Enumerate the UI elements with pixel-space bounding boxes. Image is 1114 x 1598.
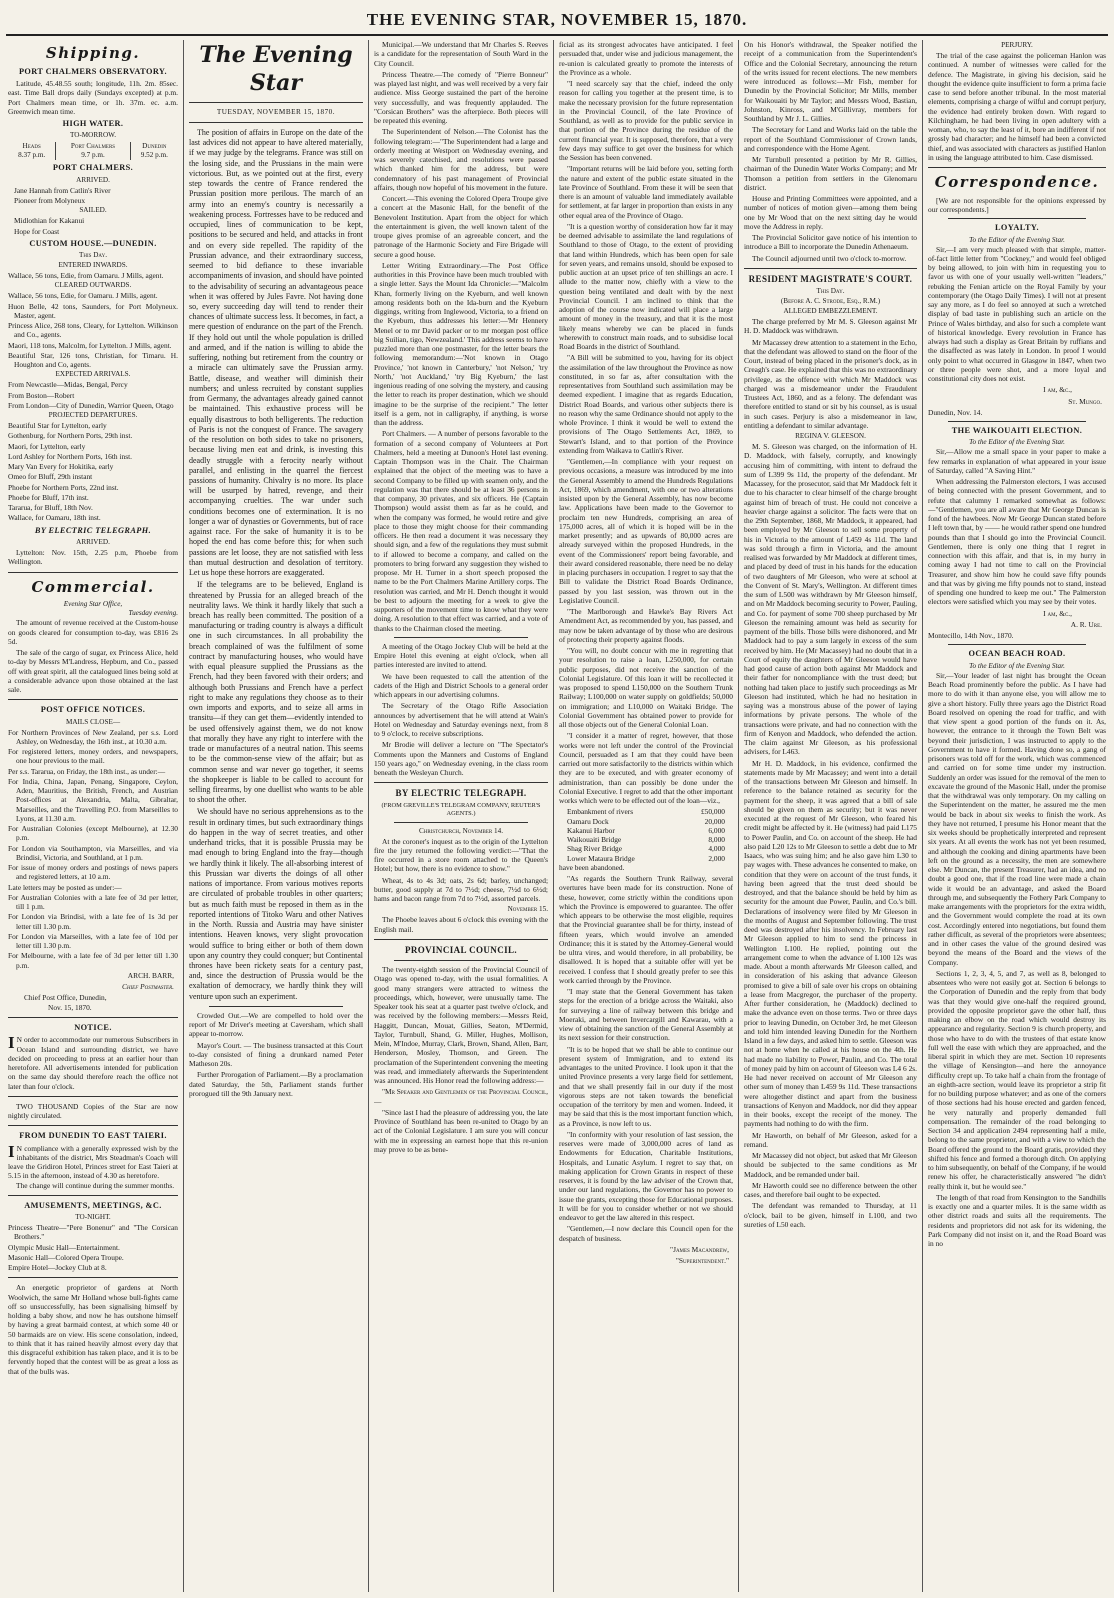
letter-addressee: To the Editor of the Evening Star. bbox=[969, 235, 1065, 244]
list-item: Omeo for Bluff, 29th instant bbox=[8, 472, 93, 482]
column-2 bbox=[189, 40, 363, 1592]
mail-item: For India, China, Japan, Penang, Singapore, Ceylon, Aden, Mauritius, the British, French, and Austrian Post-offices at Alexandria, Malta, Gibraltar, Marseilles, and the Travelling P.O. from Marseilles to Lyons, at 11.30 a.m. bbox=[8, 776, 178, 823]
article-paragraph: The trial of the case against the policeman Hanlon was continued. A number of witnesses were called for the defence. The Magistrate, in giving his decision, said he thought the evidence quite insufficient to form a prima facie case to send before another tribunal. In the most material elements, comprising a charge of wilful and corrupt perjury, the evidence had entirely broken down. With regard to Kilchingham, he had been living in open adultery with a woman, who, to say the least of it, bore an indifferent if not grossly bad character; and he himself had been a convicted thief, and was associated with characters as justified Hanlon in using the language attributed to him. Case dismissed. bbox=[928, 51, 1106, 162]
taieri-title: FROM DUNEDIN TO EAST TAIERI. bbox=[19, 1131, 167, 1141]
article-paragraph: Princess Theatre.—The comedy of "Pierre Bonneur" was played last night, and was well received by a very fair audience. Miss George sustained the part of the heroine very successfully, and was frequently applauded. The "Corsican Brothers" was the afterpiece. Both pieces will be repeated this evening. bbox=[374, 69, 548, 125]
article-paragraph: Mr Macassey did not object, but asked that Mr Gleeson should be subjected to the same conditions as Mr Maddock, and be remanded under bail. bbox=[744, 1151, 917, 1179]
article-paragraph: We have been requested to call the attention of the cadets of the High and District Schools to a general order which appears in our advertising columns. bbox=[374, 671, 548, 699]
article-paragraph: "It is to be hoped that we shall be able to continue our present system of Immigration, and to extend its advantages to the united Province. I look upon it that the united Province presents a very large field for settlement, and that we shall presently fail in our duty if the most vigorous steps are not taken towards the beneficial occupation of the territory by men and women. Indeed, it may be said that this is the most important function which, as a Province, is now left to us. bbox=[559, 1044, 733, 1128]
divider bbox=[8, 1017, 178, 1018]
commercial-paragraph: The sale of the cargo of sugar, ex Princess Alice, held to-day by Messrs M'Landress, Hepburn, and Co., passed off with great spirit, all the catalogued lines being sold at a considerable advance upon those obtained at the last sale. bbox=[8, 648, 178, 695]
article-paragraph: Mayor's Court. — The business transacted at this Court to-day consisted of fining a drunkard named Peter Matheson 20s. bbox=[189, 1040, 363, 1069]
article-paragraph: Mr H. D. Maddock, in his evidence, confirmed the statements made by Mr Macassey; and went into a detail of the transactions between Mr Gleeson and himself. In reference to the balance retained as security for the payment for the sheep, it was agreed that a bill of sale should be given on them as security; but it was never executed at the request of Mr Gleeson, who feared his credit might be affected by it. He (witness) had paid L175 to Power Paulin, and Co. on account of the sheep. He had also paid L20 12s to Mr Gleeson to settle a debt due to Mr Isaacs, who was suing him; and he also gave him L30 to pay wages with. These advances he consented to make, on condition that they were on account of the trust funds, it having been agreed that the trust deed should be destroyed, and that the balance should be held by him as security for the amount due Power, Paulin, and Co.'s bill. Declarations of insolvency were filed by Mr Gleeson in the months of August and September following. The trust deed was destroyed after his insolvency. In February last Mr Gleeson applied to him to send the princess in Wellington L100. He replied, pointing out the arrangement come to when the advance of L100 12s was made. About a month afterwards Mr Gleeson called, and in consideration of his asking that advance Gleeson promised to give a bill of sale over his crops on obtaining a lease from Macgregor, the purchaser of the property. After further consideration, he (Maddock) declined to make the advance even on those terms. Two or three days prior to leaving Dunedin, on October 3rd, he met Gleeson and told him intended leaving Dunedin for the Northern Island in a few days, and asked him to settle. Gleeson was not at home when he called at his house on the 4th. He had made no liability to Power, Paulin, and Co. The total of money paid by him on account of Gleeson was L4 6 2s. He had never received on account of Mr Gleeson any other sum of money than L459 9s 11d. These transactions were altogether distinct and apart from the business transactions of Kenyon and Maddock, nor did they appear in their books, except the receipt of the money. The payments had nothing to do with the firm. bbox=[744, 758, 917, 1129]
article-paragraph: "Gentlemen,—In compliance with your request on previous occasions, a measure was introduced by me into the General Assembly to amend the Hundreds Regulations Act, 1869, which amendment, with one or two alterations insisted upon by the General Assembly, has now become law. Applications have been made to the Governor to proclaim ten new Hundreds, comprising an area of 175,000 acres, all of which it is hoped will be in the market presently; and as upwards of 80,000 acres are already surveyed within the proposed Hundreds, in the event of the Commissioners' report being favorable, and their award considered reasonable, there need be no delay in placing purchasers in occupation. I regret to say that the Bill to validate the District Road Boards Ordinance, passed by you last session, was thrown out in the Legislative Council. bbox=[559, 457, 733, 605]
loan-item-amount: 4,000 bbox=[708, 844, 725, 854]
letter-signature: St. Mungo. bbox=[1068, 396, 1102, 406]
court-day: This Day. bbox=[816, 287, 845, 295]
article-paragraph: M. S. Gleeson was charged, on the information of H. D. Maddock, with falsely, corruptly, and knowingly accusing him of committing, with intent to defraud the sum of L399 9s 11d, the property of the defendant. Mr Macassey, for the prosecutor, said that Mr Maddock felt it due to his character to clear himself of the charge brought against him of breach of trust. He could not conceive a heavier charge against a solicitor. The facts were that on the 29th September, 1868, Mr Maddock, it appeared, had been employed by Mr Gleeson to sell some property of his in Victoria to the amount of L459 4s 11d. The land was sold through a firm in Victoria, and the amount realised was forwarded by Mr Maddock at different times, and placed by deed of trust in his hands for the education of two daughters of Mr Gleeson, who were at school at the Convent of St. Mary's, Wellington. At different times the sum of L500 was withdrawn by Mr Gleeson himself, and on Mr Maddock becoming security to Power, Pauling, and Co. for payment of some 700 sheep purchased by Mr Gleeson the remaining amount was held as security for payment of the bills. Those bills were dishonored, and Mr Maddock had to pay a sum largely in excess of the sum received by him. He (Mr Macassey) had no doubt that in a Court of equity the daughters of Mr Gleeson would have had good cause of action both against Mr Maddock and their father for noncompliance with the trust deed; but nothing had taken place to justify such proceedings as Mr Gleeson had instituted, which he had no hesitation in saying was a monstrous abuse of the power of laying informations by private persons. The whole of the transactions were private, and had no connection with the firm of Kenyon and Maddock, who defended the action. The claim against Mr Gleeson, as his professional advisers, for L463. bbox=[744, 442, 917, 757]
custom-title: CUSTOM HOUSE.—DUNEDIN. bbox=[29, 238, 157, 248]
sailed-label: SAILED. bbox=[79, 206, 107, 215]
mail-item: For Australian Colonies with a late fee of 3d per letter, till 1 p.m. bbox=[8, 892, 178, 912]
mail-item: For Northern Provinces of New Zealand, per s.s. Lord Ashley, on Wednesday, the 16th inst., at 10.30 a.m. bbox=[8, 727, 178, 746]
divider bbox=[189, 102, 363, 103]
article-paragraph: "I may state that the General Government has taken steps for the erection of a bridge across the Waitaki, also for surveying a line of railway between this bridge and Moeraki, and between Invercargill and Kawarau, with a view of obtaining the sanction of the General Assembly at its next session for their construction. bbox=[559, 987, 733, 1043]
loan-item-name: Oamaru Dock bbox=[567, 816, 609, 826]
newspaper-title: The Evening Star bbox=[199, 42, 353, 96]
divider bbox=[8, 1195, 178, 1196]
divider bbox=[928, 167, 1106, 168]
tide-pc-label: Port Chalmers bbox=[70, 142, 116, 151]
notice-text: N order to accommodate our numerous Subscribers in Ocean Island and surrounding district, we have decided on proceeding to press at an earlier hour than heretofore. All advertisements intended for publication on the same day should therefore reach the office not later than four o'clock. bbox=[8, 1035, 178, 1091]
mail-item: For Australian Colonies (except Melbourne), at 12.30 p.m. bbox=[8, 824, 178, 843]
commercial-office: Evening Star Office, bbox=[63, 600, 123, 609]
amusements-title: AMUSEMENTS, MEETINGS, &C. bbox=[24, 1200, 162, 1210]
telegram-paragraph: At the coroner's inquest as to the origin of the Lyttelton fire the jury returned the following verdict:—"That the fire occurred in a store room attached to the Queen's Hotel; but how, there is no evidence to show." bbox=[374, 836, 548, 874]
column-1 bbox=[8, 40, 178, 1592]
article-paragraph: Mr Brodie will deliver a lecture on "The Spectator's Comments upon the Manners and Customs of England 150 years ago," on Wednesday evening, in the class room beneath the Wesleyan Church. bbox=[374, 740, 548, 777]
list-item: Masonic Hall—Colored Opera Troupe. bbox=[8, 1252, 124, 1262]
column-divider bbox=[738, 40, 739, 1592]
observatory-title: PORT CHALMERS OBSERVATORY. bbox=[18, 66, 168, 76]
article-paragraph: The Secretary of the Otago Rifle Association announces by advertisement that he will attend at Wain's Hotel on Wednesday and Saturday evenings next, from 8 to 9 o'clock, to receive subscriptions. bbox=[374, 701, 548, 738]
column-6 bbox=[928, 40, 1106, 1592]
article-paragraph: The twenty-eighth session of the Provincial Council of Otago was opened to-day, with the usual formalities. A good many strangers were attracted to witness the proceedings, which, however, were unusually tame. The Speaker took his seat at a quarter past twelve o'clock, and was received by the following members:—Messrs Reid, Haggitt, Duncan, Mouat, Gillies, Seaton, M'Dermid, Taylor, Turnbull, Shand, G. Miller, Hughes, Mollison, Mein, M'Indoe, Murray, Clark, Brown, Shand, Allen, Barr, Henderson, Mosley, Thomson, and Green. The proclamation of the Superintendent convening the meeting was read, and immediately afterwards the Superintendent was announced. His Honor read the following address:— bbox=[374, 965, 548, 1085]
post-office-date: Nov. 15, 1870. bbox=[48, 1002, 92, 1012]
case-title: ALLEGED EMBEZZLEMENT. bbox=[783, 307, 878, 315]
address-salutation: "Mr Speaker and Gentlemen of the Provincial Council,— bbox=[374, 1087, 548, 1106]
dateline: November 15. bbox=[507, 905, 548, 914]
article-paragraph: "Important returns will be laid before you, setting forth the nature and extent of the public estate situated in the late Province of Southland. From these it will be seen that there is an amount of valuable land immediately available for settlement, at far larger in proportion than exists in any other equal area of the Province of Otago. bbox=[559, 164, 733, 220]
list-item: Phoebe for Bluff, 17th inst. bbox=[8, 492, 89, 502]
article-paragraph: "A Bill will be submitted to you, having for its object the assimilation of the law throughout the Province as now constituted, in so far as, after consultation with the representatives from Southland such assimilation may be deemed expedient. I imagine that as regards Education, District Road Boards, and various other subjects there is no reason why the same Ordinance should not apply to the whole Province. I think it would be well to extend the provisions of The Otago Settlements Act, 1869, to Stewart's Island, and to that portion of the Province extending from Waikava to Catlin's River. bbox=[559, 353, 733, 455]
list-item: Empire Hotel—Jockey Club at 8. bbox=[8, 1263, 107, 1273]
loan-row bbox=[559, 826, 733, 835]
this-day-label: This Day. bbox=[79, 251, 107, 260]
tide-heads-time: 8.37 p.m. bbox=[18, 151, 46, 160]
divider bbox=[189, 122, 363, 123]
loan-row bbox=[559, 844, 733, 853]
article-paragraph: The Secretary for Land and Works laid on the table the report of the Southland Commissioner of Crown lands, and correspondence with the Home Agent. bbox=[744, 125, 917, 153]
article-paragraph: Municipal.—We understand that Mr Charles S. Reeves is a candidate for the representation of South Ward in the City Council. bbox=[374, 40, 548, 68]
column-4 bbox=[559, 40, 733, 1592]
mail-item: For issue of money orders and postings of news papers and registered letters, at 10 a.m. bbox=[8, 863, 178, 882]
article-paragraph: "The Marlborough and Hawke's Bay Rivers Act Amendment Act, as recommended by you, has passed, and may now be taken advantage of by those who are desirous of protecting their property against floods. bbox=[559, 607, 733, 644]
article-paragraph: Concert.—This evening the Colored Opera Troupe give a concert at the Masonic Hall, for the benefit of the Benevolent Institution. Apart from the object for which the entertainment is given, the well known talent of the troupe gives promise of an agreeable concert, and the patronage of the Harmonic Society and Fire Brigade will secure a good house. bbox=[374, 194, 548, 259]
divider bbox=[948, 421, 1086, 422]
article-paragraph: "In conformity with your resolution of last session, the reserves were made of 3,000,000 acres of land as Endowments for Education, Charitable Institutions, Hospitals, and Lunatic Asylum. I regret to say that, on making application for Crown Grants in respect of these reserves, it is found by the law adviser of the Crown that, under our land regulations, the Governor has no power to issue the grants, excepting those for Educational purposes. It will be for you to consider whether or not we should endeavor to get the law altered in this respect. bbox=[559, 1129, 733, 1222]
editorial-paragraph: We should have no serious apprehensions as to the result in ordinary times, but such extraordinary things do happen in the way of secret treaties, and other underhand tricks, that it is possible Prussia may be mad enough to bring England into the fray—though we hardly think it likely. The all-absorbing interest of this Prussian war diverts the doings of all other nations of importance. From various motives reports are circulated of probable troubles in other quarters; but as much faith must be reposed in them as in the reported intentions of Titoko Waru and other Natives in the North. Russia and Austria may have sinister intentions. Heaven knows, very slight provocation would suffice to bring either or both of them down upon any country they could conquer; but Continental thrones have been rickety seats for a century past, and, since the destruction of Prussia would be the exaltation of democracy, we hardly think they will venture upon such an experiment. bbox=[189, 807, 363, 1001]
letter-paragraph: When addressing the Palmerston electors, I was accused of being connected with the present Government, and to refute that calumny I remarked somewhat as follows:—"Gentlemen, you are all aware that Mr George Duncan is fond of the hawbees. Now Mr George Duncan stated before I left town that, by —— he would rather spend one hundred pounds than that I should go into the Provincial Council. Gentlemen, there is only one thing that I regret in connection with this affair, and that is, in my hurry in coming away I had not time to call on the Provincial Treasurer, and show him how he could save fifty pounds and that was by giving me fifty pounds not to stand, instead of spending one hundred to keep me out." The Palmerston electors were satisfied which you may see by their votes. bbox=[928, 477, 1106, 607]
telegram-paragraph: The Phoebe leaves about 6 o'clock this evening with the English mail. bbox=[374, 915, 548, 934]
loan-row bbox=[559, 817, 733, 826]
dateline: Christchurch, November 14. bbox=[418, 826, 504, 835]
list-item: Olympic Music Hall—Entertainment. bbox=[8, 1242, 120, 1252]
letter-closing: I am, &c., bbox=[1043, 385, 1072, 395]
letter-title: THE WAIKOUAITI ELECTION. bbox=[951, 426, 1083, 436]
postmaster-title: Chief Postmaster. bbox=[121, 982, 174, 992]
list-item: Princess Alice, 268 tons, Cleary, for Lyttelton. Wilkinson and Co., agents. bbox=[8, 321, 178, 340]
taieri-body bbox=[8, 1141, 178, 1181]
tide-heads-label: Heads bbox=[22, 142, 41, 151]
tonight-label: TO-NIGHT. bbox=[75, 1213, 111, 1222]
list-item: Hope for Coast bbox=[14, 226, 60, 236]
article-paragraph: The Provincial Solicitor gave notice of his intention to introduce a Bill to incorporate the Dunedin Athenaeum. bbox=[744, 233, 917, 252]
list-item: Huon Belle, 42 tons, Saunders, for Port Molyneux. Master, agent. bbox=[8, 301, 178, 320]
mail-item: For London via Southampton, via Marseilles, and via Brindisi, Victoria, and Southland, at 1 p.m. bbox=[8, 843, 178, 862]
article-paragraph: Mr Haworth, on behalf of Mr Gleeson, asked for a remand. bbox=[744, 1130, 917, 1149]
divider bbox=[209, 1006, 343, 1007]
mail-item: For London via Brindisi, with a late fee of 1s 3d per letter till 1.30 p.m. bbox=[8, 912, 178, 931]
letter-title: LOYALTY. bbox=[994, 223, 1040, 233]
correspondence-title: Correspondence. bbox=[934, 173, 1100, 191]
loan-item-name: Embankment of rivers bbox=[567, 807, 634, 817]
loan-row bbox=[559, 835, 733, 844]
list-item: Maori, for Lyttelton, early bbox=[8, 441, 86, 451]
projected-departures-label: PROJECTED DEPARTURES. bbox=[48, 411, 138, 420]
drop-cap: I bbox=[8, 1033, 15, 1053]
column-5 bbox=[744, 40, 917, 1592]
list-item: Gothenburg, for Northern Ports, 29th inst. bbox=[8, 431, 133, 441]
mail-item: For London via Marseilles, with a late fee of 10d per letter till 1.30 p.m. bbox=[8, 931, 178, 951]
loan-item-amount: 6,000 bbox=[708, 825, 725, 835]
article-paragraph: The Council adjourned until two o'clock to-morrow. bbox=[752, 253, 907, 263]
expected-arrivals-label: EXPECTED ARRIVALS. bbox=[55, 370, 131, 379]
masthead: THE EVENING STAR, NOVEMBER 15, 1870. bbox=[366, 10, 748, 29]
circulation-notice: TWO THOUSAND Copies of the Star are now nightly circulated. bbox=[8, 1101, 178, 1121]
column-divider bbox=[553, 40, 554, 1592]
column-3 bbox=[374, 40, 548, 1592]
list-item: Maori, 118 tons, Malcolm, for Lyttelton. J Mills, agent. bbox=[8, 340, 172, 350]
loan-item-name: Shag River Bridge bbox=[567, 844, 623, 854]
list-item: Wallace, 56 tons, Edie, from Oamaru. J Mills, agent. bbox=[8, 271, 164, 281]
article-paragraph: ficial as its strongest advocates have anticipated. I feel persuaded that, under wise and judicious management, the re-union is calculated greatly to promote the interests of the Province as a whole. bbox=[559, 40, 733, 77]
case-title: PERJURY. bbox=[1001, 41, 1033, 49]
shipping-title: Shipping. bbox=[45, 44, 141, 62]
list-item: Phoebe for Northern Ports, 22nd inst. bbox=[8, 482, 119, 492]
letter-paragraph: Sir,—Your leader of last night has brought the Ocean Beach Road prominently before the public. As I have had more to do with it than anyone else, you will allow me to give a short history. Fully three years ago the District Road Board resolved on opening the road for traffic, and with that view spent a good portion of the funds on it. As, however, the entrance to it through the Town Belt was beyond their jurisdiction, I was instructed to apply to the Government to have it formed. Having done so, a gang of prisoners was told off for the work, which was commenced and carried on for some time under my instruction. Suddenly an order was issued for the removal of the men to excavate the ground of the Masonic Hall, under the promise that the withdrawal was only temporary. On my calling on the Superintendent on the matter, he assured me the men would be back in about six weeks to finish the work. As they have not returned, I presume his Honor meant that the six weeks should be prophetically interpreted and represent six years. At all events the work has not yet been resumed, and although the cooking and dining apartments have been left on the ground as a necessity, the men are somewhere else. Mr Duncan, the present Treasurer, had an idea, and no doubt a good one, that if the road line were made a chain wide it would be an advantage, and asked the Board through me, and subsequently the Fothery Park Company to make arrangements with the proprietors for the extra width, and the Government would complete the road at its own cost. Accordingly entered into negotiations, but found them rather difficult, as several of the proprietors were absentees; and in other cases the value of the ground desired was beyond the means of the Board and the views of the Company. bbox=[928, 670, 1106, 967]
article-paragraph: have been abandoned. bbox=[559, 862, 625, 872]
notice-body bbox=[8, 1035, 178, 1091]
list-item: From Newcastle—Midas, Bengal, Percy bbox=[8, 380, 128, 390]
post-office-title: POST OFFICE NOTICES. bbox=[40, 705, 146, 715]
letter-date: Montecillo, 14th Nov., 1870. bbox=[928, 631, 1014, 641]
issue-date: TUESDAY, NOVEMBER 15, 1870. bbox=[216, 108, 336, 116]
observatory-text: Latitude, 45.48.55 south; longitude, 11h. 2m. 85sec. east. Time Ball drops daily (Sundays excepted) at p.m. Port Chalmers mean time, or 1h. 37m. ec. a.m. Greenwich mean time. bbox=[8, 79, 178, 116]
provincial-council-title: PROVINCIAL COUNCIL. bbox=[404, 944, 518, 955]
list-item: Midlothian for Kakanui bbox=[14, 216, 85, 226]
list-item: Princess Theatre—"Pere Bonenur" and "The Corsican Brothers." bbox=[8, 1223, 178, 1242]
masthead-rule bbox=[6, 34, 1108, 36]
mail-item: Late letters may be posted as under:— bbox=[8, 882, 122, 892]
letter-date: Dunedin, Nov. 14. bbox=[928, 407, 983, 417]
editorial-paragraph: If the telegrams are to be believed, England is threatened by Prussia for an alleged breach of the neutrality laws. We think it hardly likely that such a breach has really been committed. The position of a manufacturing or trading country is always a difficult one in such circumstances. In all probability the breach complained of was the fulfilment of some contract by manufacturing houses, who would have with equal pleasure supplied the Prussians as the French, had they been favored with their orders; and although both Prussians and French have a perfect right to make any regulations they choose as to their own imports and exports, and to seize all arms in transitu—if they can get them—evidently intended to be used offensively against them, we do not know that morally they have any right to interfere with the trade or manufactures of a neutral nation. This seems to be the common-sense view of the affair; but as common sense and war never go together, it seems the shopkeeper is liable to be called to account for selling firearms, by one duellist who wants to be able to shoot the other. bbox=[189, 580, 363, 805]
list-item: Tararua, for Bluff, 18th Nov. bbox=[8, 503, 93, 513]
case-title: REGINA V. GLEESON. bbox=[795, 432, 866, 440]
article-paragraph: Mr Turnbull presented a petition by Mr R. Gillies, chairman of the Dunedin Water Works Company; and Mr Thomson a petition from settlers in the Glenomaru district. bbox=[744, 155, 917, 192]
telegraph-source: (FROM GREVILLE'S TELEGRAM COMPANY, REUTER'S AGENTS.) bbox=[381, 801, 541, 817]
letter-paragraph: Sir,—I am very much pleased with that simple, matter-of-fact little letter from "Cockney," and would feel obliged by being allowed, to join with him in requesting you to favor us with one of your usually well-written "leaders," rebuking the Fenian article on the Royal Family by your contemporary (the Otago Daily Times). I will not at present say any more, as I do feel so annoyed at such a wretched display of bad taste in publishing such an article on the Prince of Wales birthday, and also for such a complete want of historical knowledge. Every revolution in France has always had such a display as Great Britain by ruffians and the disaffected as was lately in London. In proof I would only point to what occurred in Glasgow in 1847, when two or three people were shot, and a more loyal and constitutional city does not exist. bbox=[928, 244, 1106, 384]
divider bbox=[8, 572, 178, 573]
letter-signature: A. R. Ure. bbox=[1070, 619, 1102, 629]
article-paragraph: "Gentlemen,—I now declare this Council open for the despatch of business. bbox=[559, 1224, 733, 1243]
post-office-place: Chief Post Office, Dunedin, bbox=[24, 993, 107, 1003]
list-item: From Boston—Robert bbox=[8, 390, 75, 400]
letter-closing: I am, &c., bbox=[1043, 608, 1072, 618]
high-water-title: HIGH WATER. bbox=[62, 119, 124, 129]
loan-item-amount: 8,000 bbox=[708, 835, 725, 844]
article-paragraph: "As regards the Southern Trunk Railway, several overtures have been made for its construction. None of these, however, come strictly within the conditions upon which the Province is empowered to guarantee. The offer which appears to be otherwise the most eligible, requires that the Provincial guarantee shall be for thirty, instead of fifteen years, which would involve an amended Ordinance; this it is stated by the Attorney-General would be ultra vires, and would therefore, in all probability, be disallowed. It is hoped that a suitable offer will yet be received. I confess that I should greatly prefer to see this work carried through by the Province. bbox=[559, 874, 733, 985]
list-item: Pioneer from Molyneux bbox=[14, 196, 86, 206]
commercial-date: Tuesday evening. bbox=[128, 609, 178, 618]
divider bbox=[948, 218, 1086, 219]
article-paragraph: A meeting of the Otago Jockey Club will be held at the Empire Hotel this evening at eight o'clock, when all parties interested are invited to attend. bbox=[374, 641, 548, 670]
list-item: Lord Ashley for Northern Ports, 16th inst. bbox=[8, 451, 132, 461]
court-title: RESIDENT MAGISTRATE'S COURT. bbox=[748, 273, 913, 284]
signature-title: "Superintendent." bbox=[675, 1256, 729, 1265]
tide-table bbox=[8, 142, 178, 160]
loan-row bbox=[559, 854, 733, 863]
notice-title: NOTICE. bbox=[74, 1022, 112, 1032]
commercial-paragraph: The amount of revenue received at the Custom-house on goods cleared for consumption to-day, was £816 2s 5d. bbox=[8, 618, 178, 646]
tide-dunedin-time: 9.52 p.m. bbox=[140, 151, 168, 160]
loan-item-name: Waikouaiti Bridge bbox=[567, 835, 622, 844]
letter-addressee: To the Editor of the Evening Star. bbox=[969, 661, 1065, 670]
divider bbox=[394, 637, 528, 638]
article-paragraph: "It is a question worthy of consideration how far it may be deemed advisable to assimilate the land regulations of Southland to those of Otago, to the extent of providing that land within Hundreds, which has been open for sale for seven years, and remains unsold, should be exposed to public auction at an upset price of ten shillings an acre. I allude to the matter now, chiefly with a view to the question being ventilated and dealt with by the next Provincial Council. I am inclined to think that the adoption of the course now indicated will place a large amount of money in the treasury, and that it is the most likely means whereby we can be placed in funds wherewith to construct main roads, and to subsidise local Road Boards in the district of Southland. bbox=[559, 221, 733, 351]
column-divider bbox=[368, 40, 369, 1592]
divider bbox=[744, 268, 917, 269]
article-paragraph: Mr Haworth could see no difference between the other cases, and therefore bail ought to be expected. bbox=[744, 1180, 917, 1199]
taieri-text-2: The change will continue during the summer months. bbox=[16, 1180, 175, 1190]
divider bbox=[948, 644, 1086, 645]
divider bbox=[8, 699, 178, 700]
article-paragraph: House and Printing Committees were appointed, and a number of notices of motion given—among them being one by Mr Wood that on the next sitting day he would move the Address in reply. bbox=[744, 194, 917, 231]
list-item: Mary Van Every for Hokitika, early bbox=[8, 462, 114, 472]
loan-item-amount: 2,000 bbox=[708, 853, 725, 863]
article-paragraph: The charge preferred by Mr M. S. Gleeson against Mr H. D. Maddock was withdrawn. bbox=[744, 317, 917, 336]
column-divider bbox=[922, 40, 923, 1592]
article-paragraph: Letter Writing Extraordinary.—The Post Office authorities in this Province have been much troubled with a single letter. Says the Mount Ida Chronicle:—"Malcolm Khan, formerly living on the Kyeburn, and well known among residents both on the Ida-burn and the Kyeburn diggings, writing from Inglewood, Victoria, to a friend on the Kyeburn, thus addresses his letter:—'Mr Hennery Menel or to mr David packer or to mr morgan post office big Suilian, tigo, Newzealand.' This address seems to have puzzled more than one postmaster, for the letter bears the following memorandum:—'Not known in Otago Province,' 'not known in Canterbury,' 'not Nelson,' 'try North,' 'not Auckland,' 'try Big Kyeburn,' the last ingenious reading of one solving the mystery, and causing the letter to reach its proper destination, which we should imagine to be the surprise of the recipient." The letter itself is a gem, not in calligraphy, if anything, is worse than the address. bbox=[374, 260, 548, 427]
list-item: Wallace, for Oamaru, 18th inst. bbox=[8, 513, 101, 523]
tide-dunedin-label: Dunedin bbox=[142, 142, 167, 151]
telegraph-title: BY ELECTRIC TELEGRAPH. bbox=[395, 788, 527, 799]
mail-item: For Melbourne, with a late fee of 3d per letter till 1.30 p.m. bbox=[8, 951, 178, 970]
divider bbox=[8, 1125, 178, 1126]
divider bbox=[8, 1277, 178, 1278]
article-paragraph: Crowded Out.—We are compelled to hold over the report of Mr Driver's meeting at Caversham, which shall appear to-morrow. bbox=[189, 1010, 363, 1039]
loan-item-amount: £50,000 bbox=[700, 807, 725, 817]
mails-close-label: MAILS CLOSE— bbox=[65, 717, 121, 726]
commercial-title: Commercial. bbox=[31, 577, 155, 596]
loan-item-name: Lower Mataura Bridge bbox=[567, 853, 635, 863]
article-paragraph: An energetic proprietor of gardens at North Woolwich, the same Mr Holland whose bull-fights came off so unsuccessfully, has been signalising himself by holding a baby show, and now he has outshone himself by having a great barmaid contest, at which some 40 or 50 barmaids are on view. His scene consolation, indeed, to think that it has rained heavily almost every day that this disgraceful exhibition has taken place, and it is to be fervently hoped that the contest will be as great a loss as that of the bulls was. bbox=[8, 1283, 178, 1376]
letter-title: OCEAN BEACH ROAD. bbox=[968, 649, 1066, 659]
column-divider bbox=[183, 40, 184, 1592]
letter-addressee: To the Editor of the Evening Star. bbox=[969, 438, 1065, 447]
list-item: Beautiful Star for Lyttelton, early bbox=[8, 421, 107, 431]
article-paragraph: "I need scarcely say that the chief, indeed the only reason for calling you together at the present time, is to make the necessary provision for the future representation in the Provincial Council, of the late Province of Southland, as well as to provide for the public service in that portion of the Province during the residue of the current financial year. It is supposed, therefore, that a very few days may suffice to get over the business for which the Session has been convened. bbox=[559, 79, 733, 162]
divider bbox=[8, 1096, 178, 1097]
telegram-paragraph: Wheat, 4s to 4s 3d; oats, 2s 6d; barley, unchanged; butter, good supply at 7d to 7½d; cheese, 7½d to 6½d; hams and bacon range from 7d to 7½d, assorted parcels. bbox=[374, 875, 548, 903]
entered-inwards-label: ENTERED INWARDS. bbox=[58, 261, 128, 270]
pc-title: PORT CHALMERS. bbox=[52, 163, 134, 173]
list-item: Wallace, 56 tons, Edie, for Oamaru. J Mills, agent. bbox=[8, 291, 158, 301]
article-paragraph: "I consider it a matter of regret, however, that those works were not left under the control of the Provincial Council, persuaded as I am that they could have been carried out more satisfactorily to the districts within which they are to be executed, and with greater economy of administration, than can possibly be done under the Colonial Executive. I regret to add that the other important works which were to be effected out of the loan—viz., bbox=[559, 731, 733, 805]
article-paragraph: Port Chalmers. — A number of persons favorable to the formation of a second company of Volunteers at Port Chalmers, held a meeting at Dunoon's Hotel last evening. Captain Thompson was in the Chair. The Chairman explained that the object of the meeting was to have a second Company to be filled up with seamen only, and the regulation was that there should be at least 36 persons in that company, 30 privates, and six officers. He (Captain Thompson) would assist them as far as he could, and when the company was formed, he would retire and give place to those they might choose for their commanding officers. He then read a document it was necessary they should sign, and a few of the regulations they must submit to if allowed to become a company, and called on the promoters to bring forward any suggestion they wished to propose. Mr H. Turner in a short speech proposed the name to be the Port Chalmers Marine Artillery corps. The resolution was carried, and Mr H. Dench thought it would be best to adjourn the meeting for a week to give the supporters of the movement time to know what they were doing. A resolution to that effect was carried, and a vote of thanks to the Chairman closed the meeting. bbox=[374, 429, 548, 633]
loan-item-name: Kakanui Harbor bbox=[567, 825, 615, 835]
divider bbox=[374, 939, 548, 940]
mail-item: For registered letters, money orders, and newspapers, one hour previous to the mail. bbox=[8, 747, 178, 766]
tomorrow-label: TO-MORROW. bbox=[69, 131, 117, 140]
arrived-label: ARRIVED. bbox=[76, 175, 110, 184]
divider bbox=[394, 822, 528, 823]
list-item: Jane Hannah from Catlin's River bbox=[14, 185, 111, 195]
cleared-outwards-label: CLEARED OUTWARDS. bbox=[54, 281, 132, 290]
mail-item: Per s.s. Tararua, on Friday, the 18th inst., as under:— bbox=[8, 766, 166, 776]
taieri-text: N compliance with a generally expressed wish by the inhabitants of the district, Mrs Steadman's Coach will leave the Gridiron Hotel, Princes street for East Taieri at 5.15 in the afternoon, instead of 4.30 as heretofore. bbox=[8, 1143, 178, 1181]
letter-paragraph: The length of that road from Kensington to the Sandhills is exactly one and a quarter miles. It is the same width as other district roads and suits all the requirements. The residents and proprietors did not ask for its widening, the Park Company did not insist on it, and the Road Board was in no bbox=[928, 1192, 1106, 1249]
article-paragraph: The defendant was remanded to Thursday, at 11 o'clock, bail to be given, himself in L100, and two sureties of L50 each. bbox=[744, 1201, 917, 1229]
court-before: (Before A. C. Strode, Esq., R.M.) bbox=[780, 297, 881, 305]
loan-row bbox=[559, 807, 733, 816]
article-paragraph: "You will, no doubt concur with me in regretting that your resolution to raise a loan, L250,000, for certain public purposes, did not receive the sanction of the Colonial Legislature. Of this loan it will be recollected it was proposed to spend L150,000 on the Southern Trunk Railway; L100,000 on water supply on goldfields; 50,000 on immigration; and L10,000 on Waitaki Bridge. The Colonial Government has obtained power to provide for all those objects out of the General Colonial Loan. bbox=[559, 646, 733, 729]
telegraph-text: Lyttelton: Nov. 15th, 2.25 p.m, Phoebe from Wellington. bbox=[8, 548, 178, 567]
postmaster-name: ARCH. BARR, bbox=[127, 970, 174, 980]
divider bbox=[394, 960, 528, 961]
loan-item-amount: 20,000 bbox=[704, 816, 725, 826]
list-item: Beautiful Star, 126 tons, Christian, for Timaru. H. Houghton and Co, agents. bbox=[8, 350, 178, 370]
article-paragraph: "Since last I had the pleasure of addressing you, the late Province of Southland has been re-united to Otago by an act of the Colonial Legislature. I am sure you will concur with me in expressing an earnest hope that this re-union may prove to be as bene- bbox=[374, 1107, 548, 1154]
by-telegraph-title: BY ELECTRIC TELEGRAPH. bbox=[34, 525, 152, 535]
list-item: From London—City of Dunedin, Warrior Queen, Otago bbox=[8, 400, 174, 410]
divider bbox=[374, 782, 548, 783]
disclaimer: [We are not responsible for the opinions expressed by our correspondents.] bbox=[928, 195, 1106, 214]
article-paragraph: Further Prorogation of Parliament.—By a proclamation dated Saturday, the 5th, Parliament stands further prorogued till the 9th January next. bbox=[189, 1070, 363, 1098]
editorial-paragraph: The position of affairs in Europe on the date of the last advices did not appear to have altered materially, if we may judge by the telegrams. France was still on the losing side, and the Prussians in the main were victorious. But, as we pointed out at the first, every step towards the centre of France rendered the Prussian position more perilous. The march of an army into an enemy's country is necessarily a weakening process. Fortresses have to be reduced and occupied, lines of communication to be kept, positions to be secured and held, and attacks in front and on every side repelled. The rapidity of the Prussian advance, and their extraordinary success, seemed to bid defiance to these invariable accompaniments of invasion, and should have pointed to the advisability of securing an advantageous peace when it was offered by Jules Favre. Not having done so, every succeeding day will tend to render their chances of ultimate success less. It becomes, in fact, a mere question of endurance on the part of the French. If they hold out until the whole population is drilled and armed, and if the nation is willing to abide the suffering, nothing but retirement from the country or a miracle can ultimately save the Prussian army. Battle, disease, and weather will diminish their numbers; and unless recruited by constant supplies from Germany, the advantages already gained cannot be maintained. This exhaustive process will be equally disastrous to both belligerents. The reduction of Paris is not the conquest of France. The savagery of the resolution on both sides to take no prisoners, because living men eat and drink, is investing this deadly struggle with a ferocity nearly without parallel, and enlisting in the quarrel the fiercest passions of humanity. Chivalry is no more. Its place will be usurped by hatred, revenge, and their accompanying cruelties. The war under such conditions becomes one of extermination. It is no longer a war of dynasties or Governments, but of race against race. For the sake of humanity it is to be hoped the end has come before this; for when such passions are let loose, they are not satisfied with less than mutual destruction and desolation of territory. Let us hope these horrors are exaggerated. bbox=[189, 128, 363, 578]
article-paragraph: The Superintendent of Nelson.—The Colonist has the following telegram:—"The Superintendent had a large and orderly meeting at Westport on Wednesday evening, and was severely catechised, and resolutions were passed which thanked him for the address, but were condemnatory of his past management of Provincial affairs, though now hopeful of his movement in the future. bbox=[374, 127, 548, 192]
letter-paragraph: Sir,—Allow me a small space in your paper to make a few remarks in explanation of what appeared in your issue of Saturday, called "A Saving Hint." bbox=[928, 447, 1106, 475]
article-paragraph: Mr Macassey drew attention to a statement in the Echo, that the defendant was allowed to stand on the floor of the Court, instead of being placed in the prisoner's dock, as in Creagh's case. He explained that this was no extraordinary privilege, as the offence with which Mr Maddock was charged was a misdemeanor under the Fraudulent Trustees Act, 1860, and as a felony. The defendant was therefore entitled to stand or sit by his counsel, as is usual in such cases. Perjury is also a misdemeanor in law, entitling a defendant to similar advantage. bbox=[744, 337, 917, 430]
letter-paragraph: Sections 1, 2, 3, 4, 5, and 7, as well as 8, belonged to absentees who were not easily got at. Section 6 belongs to the Corporation of Dunedin and the reply from that body was that they would give one-half the required ground, provided the opposite proprietor gave the other half, thus making an elbow on the road which would destroy its appearance and regularity. Section 9 is church property, and those who have to do with the trustees of that estate know full well the ease with which they are approached, and the liberal spirit in which they are met. Section 10 represents the village of Kensington—and here the annoyance difficulty crept up. To take half a chain from the frontage of an eighth-acre section, would leave its proprietor a strip fit for no building purpose whatever; and as one of the corners of those sections had his house erected and garden fenced, he very naturally and properly demanded full compensation. The remainder of the road belonging to Section 34 and application 2494 representing half a mile, belong to the same proprietor, and with a view to which the Board offered the ground to the Board gratis, provided they shifted his fence and formed a thorough ditch. On applying to him subsequently, on behalf of the Company, if he would renew his offer, he characteristically answered "he didn't really think it, but he would see." bbox=[928, 968, 1106, 1191]
article-paragraph: On his Honor's withdrawal, the Speaker notified the receipt of a communication from the Superintendent's Office and the Colonial Secretary, announcing the return of the writs issued for recent elections. The new members were introduced as follows:—Mr Fish, member for Dunedin by the Provincial Solicitor; Mr Mills, member for Waikouaiti by Mr Taylor; and Messrs Wood, Bastian, Johnston, Kinross, and M'Gillivray, members for Southland by Mr J. L. Gillies. bbox=[744, 40, 917, 123]
signature: "James Macandrew, bbox=[670, 1244, 729, 1254]
telegraph-arrived-label: ARRIVED. bbox=[76, 538, 110, 547]
tide-pc-time: 9.7 p.m. bbox=[81, 151, 105, 160]
drop-cap: I bbox=[8, 1141, 15, 1161]
